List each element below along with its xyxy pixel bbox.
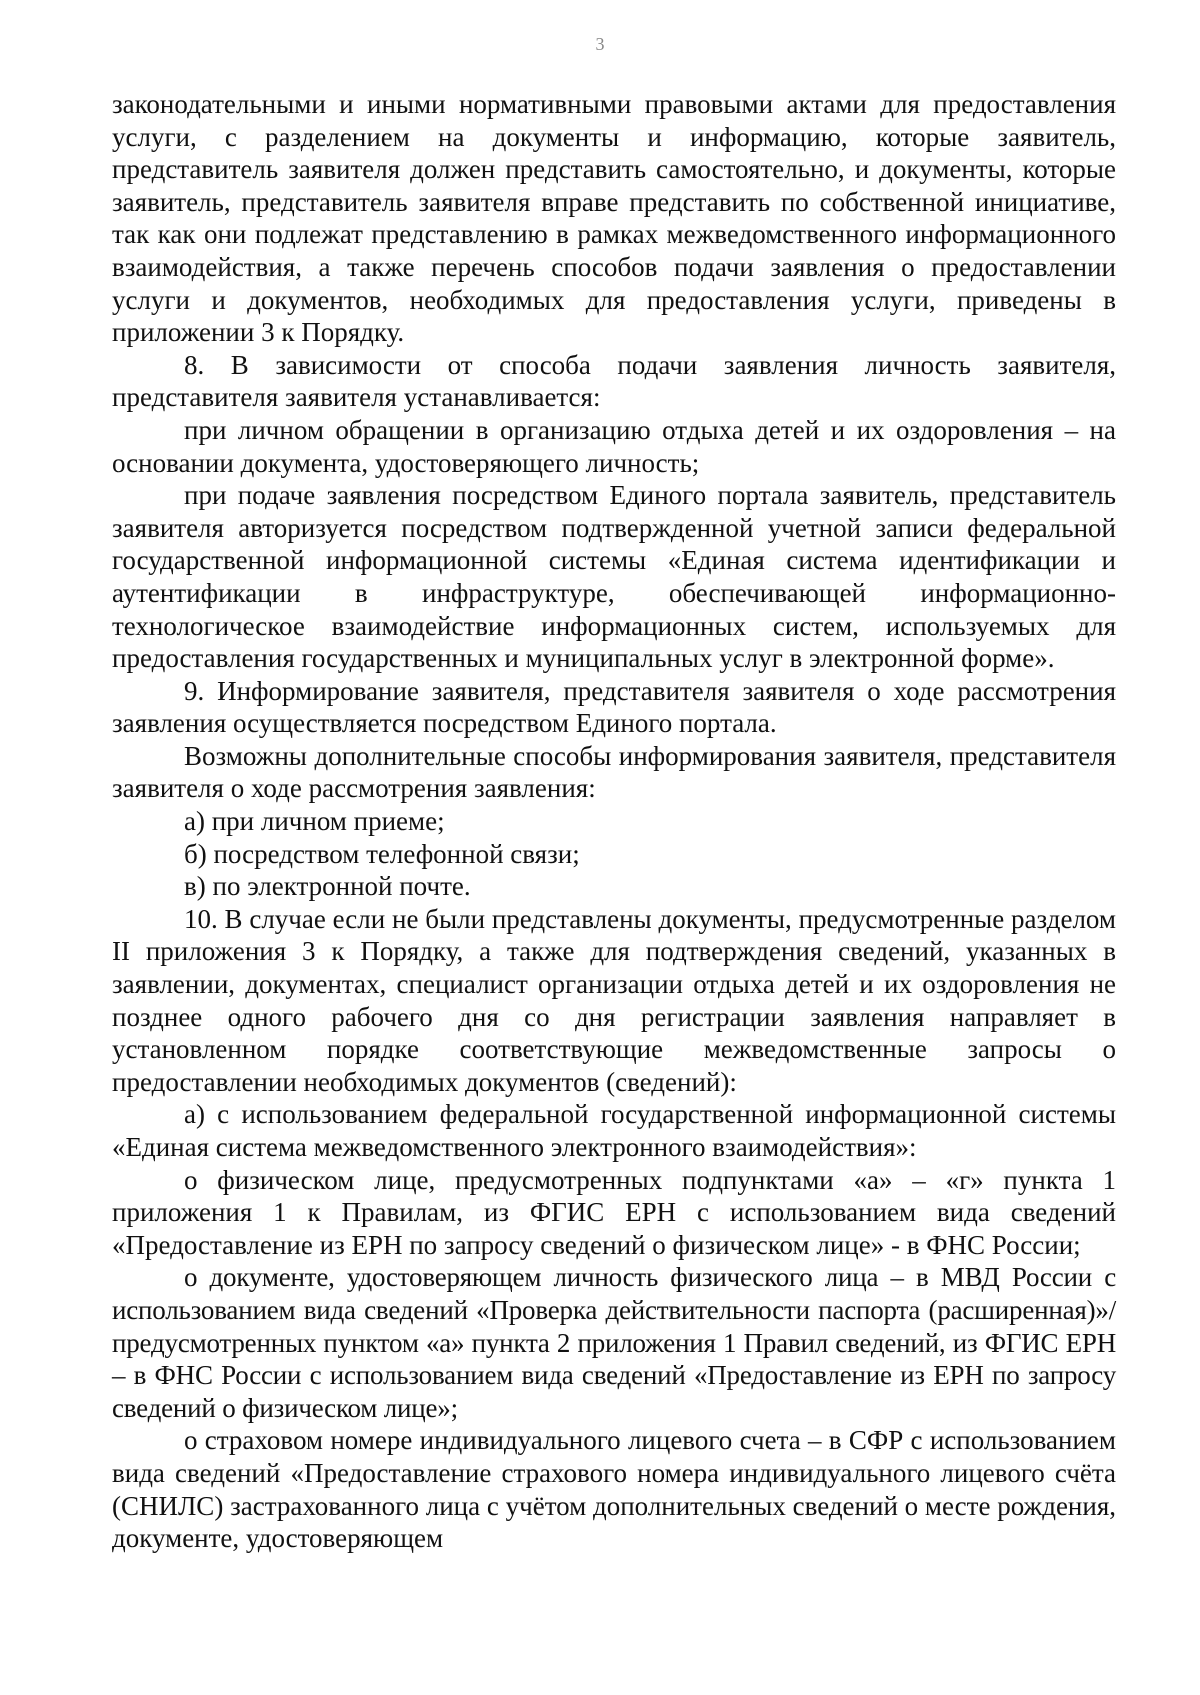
- list-item-a: а) при личном приеме;: [184, 806, 445, 837]
- paragraph-portal-submission: при подаче заявления посредством Единого портала заявитель, представитель заявителя авторизуется посредством подтвержденной учетной записи федеральной государственной информационной системы «Единая система идентификации и аутентификации в инфраструктуре, обеспечивающей информационно-технологическое взаимодействие информационных систем, используемых для предоставления государственных и муниципальных услуг в электронной форме».: [112, 480, 1116, 674]
- paragraph-identity-document: о документе, удостоверяющем личность физического лица – в МВД России с использованием вида сведений «Проверка действительности паспорта (расширенная)»/предусмотренных пунктом «а» пункта 2 приложения 1 Правил сведений, из ФГИС ЕРН – в ФНС России с использованием вида сведений «Предоставление из ЕРН по запросу сведений о физическом лице»;: [112, 1262, 1116, 1423]
- paragraph-documents-list: законодательными и иными нормативными правовыми актами для предоставления услуги, с разделением на документы и информацию, которые заявитель, представитель заявителя должен представить самостоятельно, и документы, которые заявитель, представитель заявителя вправе представить по собственной инициативе, так как они подлежат представлению в рамках межведомственного информационного взаимодействия, а также перечень способов подачи заявления о предоставлении услуги и документов, необходимых для предоставления услуги, приведены в приложении 3 к Порядку.: [112, 89, 1116, 348]
- paragraph-additional-methods: Возможны дополнительные способы информирования заявителя, представителя заявителя о ходе рассмотрения заявления:: [112, 740, 1116, 804]
- paragraph-personal-visit: при личном обращении в организацию отдыха детей и их оздоровления – на основании документа, удостоверяющего личность;: [112, 414, 1116, 478]
- paragraph-item-8: 8. В зависимости от способа подачи заявления личность заявителя, представителя заявителя устанавливается:: [112, 349, 1116, 413]
- page-number: 3: [595, 34, 605, 54]
- paragraph-item-9: 9. Информирование заявителя, представителя заявителя о ходе рассмотрения заявления осуществляется посредством Единого портала.: [112, 675, 1116, 739]
- list-item-v: в) по электронной почте.: [184, 871, 471, 902]
- paragraph-item-10: 10. В случае если не были представлены документы, предусмотренные разделом II приложения 3 к Порядку, а также для подтверждения сведений, указанных в заявлении, документах, специалист организации отдыха детей и их оздоровления не позднее одного рабочего дня со дня регистрации заявления направляет в установленном порядке соответствующие межведомственные запросы о предоставлении необходимых документов (сведений):: [112, 903, 1116, 1097]
- paragraph-item-10-a: а) с использованием федеральной государственной информационной системы «Единая система межведомственного электронного взаимодействия»:: [112, 1099, 1116, 1162]
- paragraph-physical-person: о физическом лице, предусмотренных подпунктами «а» – «г» пункта 1 приложения 1 к Правилам, из ФГИС ЕРН с использованием вида сведений «Предоставление из ЕРН по запросу сведений о физическом лице» - в ФНС России;: [112, 1164, 1116, 1260]
- list-item-b: б) посредством телефонной связи;: [184, 838, 580, 869]
- document-body: [112, 88, 1116, 1555]
- paragraph-snils: о страховом номере индивидуального лицевого счета – в СФР с использованием вида сведений «Предоставление страхового номера индивидуального лицевого счёта (СНИЛС) застрахованного лица с учётом дополнительных сведений о месте рождения, документе, удостоверяющем: [112, 1425, 1116, 1554]
